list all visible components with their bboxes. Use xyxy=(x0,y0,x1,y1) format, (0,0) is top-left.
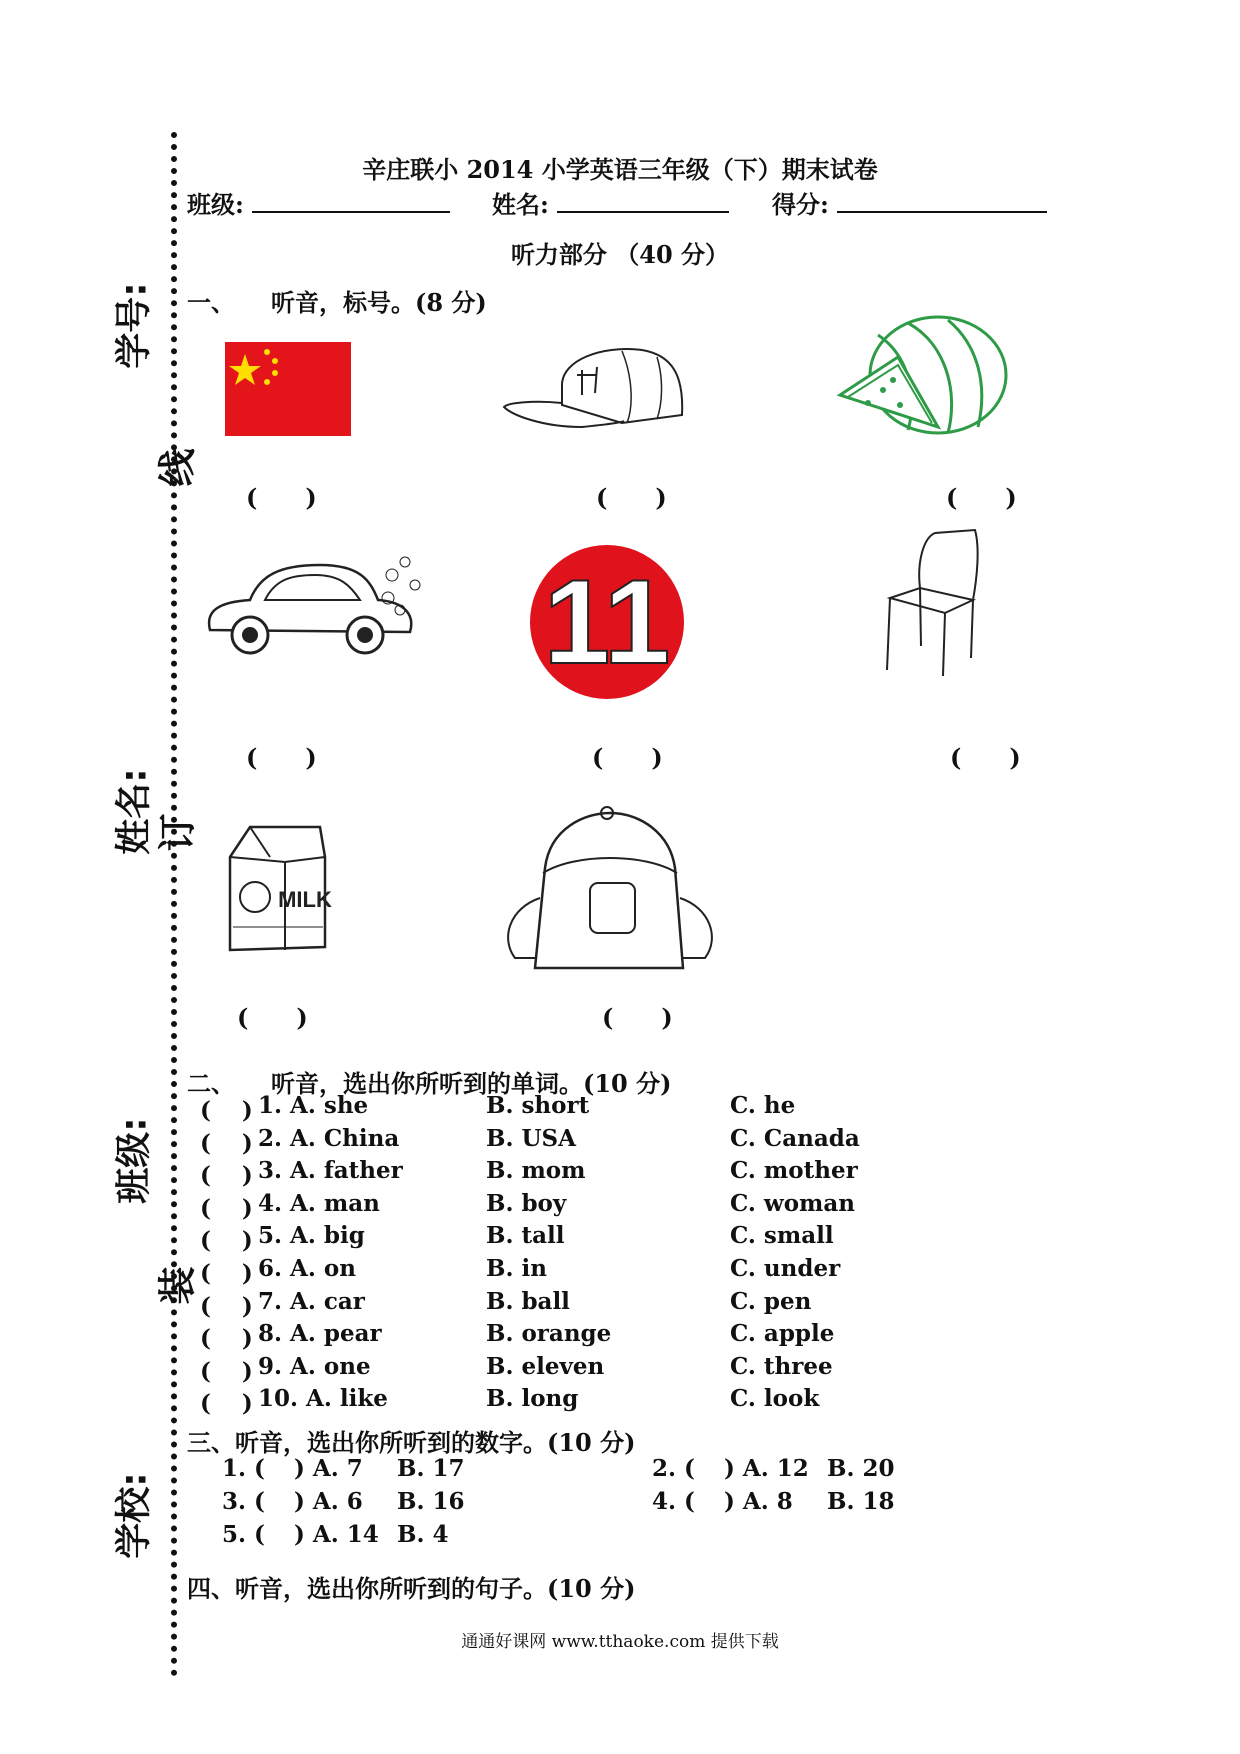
class-blank[interactable] xyxy=(252,191,450,213)
part2-answer-paren[interactable]: ( ) xyxy=(200,1325,253,1352)
eleven-number-text: 11 xyxy=(543,555,671,689)
backpack-icon xyxy=(495,808,720,978)
part2-option-b: B. USA xyxy=(486,1125,576,1152)
part3-question-number[interactable]: 2. ( xyxy=(652,1455,695,1482)
name-blank[interactable] xyxy=(557,191,729,213)
part2-option-c: C. he xyxy=(730,1092,796,1119)
part3-option-b: B. 4 xyxy=(397,1521,449,1548)
part3-option-a: ) A. 7 xyxy=(294,1455,363,1482)
chair-icon xyxy=(885,528,985,678)
part3-option-a: ) A. 8 xyxy=(724,1488,793,1515)
number-eleven-icon xyxy=(530,545,685,700)
part3-question-number[interactable]: 1. ( xyxy=(222,1455,265,1482)
name-field[interactable] xyxy=(492,185,729,220)
part2-heading: 二、 听音，选出你所听到的单词。(10 分) xyxy=(187,1069,672,1098)
score-blank[interactable] xyxy=(837,191,1047,213)
part3-option-b: B. 18 xyxy=(827,1488,895,1515)
part1-answer-3[interactable]: ( ) xyxy=(946,483,1017,512)
watermelon-icon xyxy=(838,315,1008,440)
part3-question-number[interactable]: 3. ( xyxy=(222,1488,265,1515)
part3-option-a: ) A. 6 xyxy=(294,1488,363,1515)
part2-answer-paren[interactable]: ( ) xyxy=(200,1227,253,1254)
margin-bind-char: 订 xyxy=(155,813,200,852)
part2-option-b: B. mom xyxy=(486,1157,586,1184)
part3-heading: 三、听音，选出你所听到的数字。(10 分) xyxy=(187,1428,636,1457)
part2-answer-paren[interactable]: ( ) xyxy=(200,1260,253,1287)
margin-staple-char: 装 xyxy=(155,1266,200,1305)
score-field[interactable] xyxy=(772,185,1047,220)
part3-option-b: B. 16 xyxy=(397,1488,465,1515)
part2-option-a: 2. A. China xyxy=(258,1125,400,1152)
margin-student-id-label: 学号: xyxy=(113,282,155,369)
part2-option-a: 5. A. big xyxy=(258,1222,365,1249)
part1-answer-2[interactable]: ( ) xyxy=(596,483,667,512)
part1-heading: 一、 听音，标号。(8 分) xyxy=(187,288,487,317)
part1-answer-7[interactable]: ( ) xyxy=(237,1003,308,1032)
part1-answer-8[interactable]: ( ) xyxy=(602,1003,673,1032)
listening-section-title: 听力部分 （40 分） xyxy=(510,240,730,269)
part2-answer-paren[interactable]: ( ) xyxy=(200,1358,253,1385)
part2-option-b: B. in xyxy=(486,1255,547,1282)
margin-line-char: 线 xyxy=(155,448,200,487)
part2-option-a: 8. A. pear xyxy=(258,1320,382,1347)
part2-option-c: C. apple xyxy=(730,1320,835,1347)
part2-answer-paren[interactable]: ( ) xyxy=(200,1293,253,1320)
part3-option-a: ) A. 12 xyxy=(724,1455,809,1482)
part2-option-a: 4. A. man xyxy=(258,1190,380,1217)
part2-option-a: 10. A. like xyxy=(258,1385,388,1412)
part2-option-b: B. boy xyxy=(486,1190,567,1217)
part2-option-b: B. tall xyxy=(486,1222,565,1249)
part1-answer-5[interactable]: ( ) xyxy=(592,743,663,772)
cap-icon xyxy=(502,345,687,430)
part3-question-number[interactable]: 4. ( xyxy=(652,1488,695,1515)
part2-answer-paren[interactable]: ( ) xyxy=(200,1130,253,1157)
name-label: 姓名: xyxy=(492,190,549,219)
part2-answer-paren[interactable]: ( ) xyxy=(200,1195,253,1222)
part2-option-b: B. eleven xyxy=(486,1353,605,1380)
exam-title: 辛庄联小 2014 小学英语三年级（下）期末试卷 xyxy=(362,155,878,184)
class-label: 班级: xyxy=(187,190,244,219)
class-field[interactable] xyxy=(187,185,450,220)
part2-option-c: C. pen xyxy=(730,1288,812,1315)
part2-option-c: C. woman xyxy=(730,1190,856,1217)
part2-option-a: 1. A. she xyxy=(258,1092,369,1119)
part2-option-c: C. under xyxy=(730,1255,841,1282)
part2-option-b: B. ball xyxy=(486,1288,570,1315)
margin-name-label: 姓名: xyxy=(113,768,155,855)
margin-school-label: 学校: xyxy=(113,1472,155,1559)
car-icon xyxy=(200,550,430,665)
part3-question-number[interactable]: 5. ( xyxy=(222,1521,265,1548)
part2-option-a: 3. A. father xyxy=(258,1157,403,1184)
part2-answer-paren[interactable]: ( ) xyxy=(200,1097,253,1124)
part2-answer-paren[interactable]: ( ) xyxy=(200,1162,253,1189)
part2-option-c: C. three xyxy=(730,1353,833,1380)
part2-option-a: 9. A. one xyxy=(258,1353,371,1380)
part4-heading: 四、听音，选出你所听到的句子。(10 分) xyxy=(187,1574,636,1603)
part3-option-b: B. 17 xyxy=(397,1455,465,1482)
footer-credit: 通通好课网 www.tthaoke.com 提供下载 xyxy=(461,1632,779,1652)
part2-option-b: B. short xyxy=(486,1092,590,1119)
part2-option-a: 6. A. on xyxy=(258,1255,356,1282)
part1-answer-6[interactable]: ( ) xyxy=(950,743,1021,772)
part1-answer-4[interactable]: ( ) xyxy=(246,743,317,772)
part3-option-a: ) A. 14 xyxy=(294,1521,379,1548)
part2-option-c: C. Canada xyxy=(730,1125,860,1152)
part1-answer-1[interactable]: ( ) xyxy=(246,483,317,512)
milk-carton-icon xyxy=(225,822,330,957)
binding-dotted-line xyxy=(171,132,177,1677)
part2-option-b: B. orange xyxy=(486,1320,612,1347)
score-label: 得分: xyxy=(772,190,829,219)
part2-option-a: 7. A. car xyxy=(258,1288,365,1315)
part3-option-b: B. 20 xyxy=(827,1455,895,1482)
milk-label: MILK xyxy=(278,887,332,912)
margin-class-label: 班级: xyxy=(113,1117,155,1204)
part2-answer-paren[interactable]: ( ) xyxy=(200,1390,253,1417)
part2-option-c: C. mother xyxy=(730,1157,858,1184)
part2-option-c: C. small xyxy=(730,1222,834,1249)
part2-option-c: C. look xyxy=(730,1385,820,1412)
part2-option-b: B. long xyxy=(486,1385,579,1412)
china-flag-icon xyxy=(225,342,351,436)
